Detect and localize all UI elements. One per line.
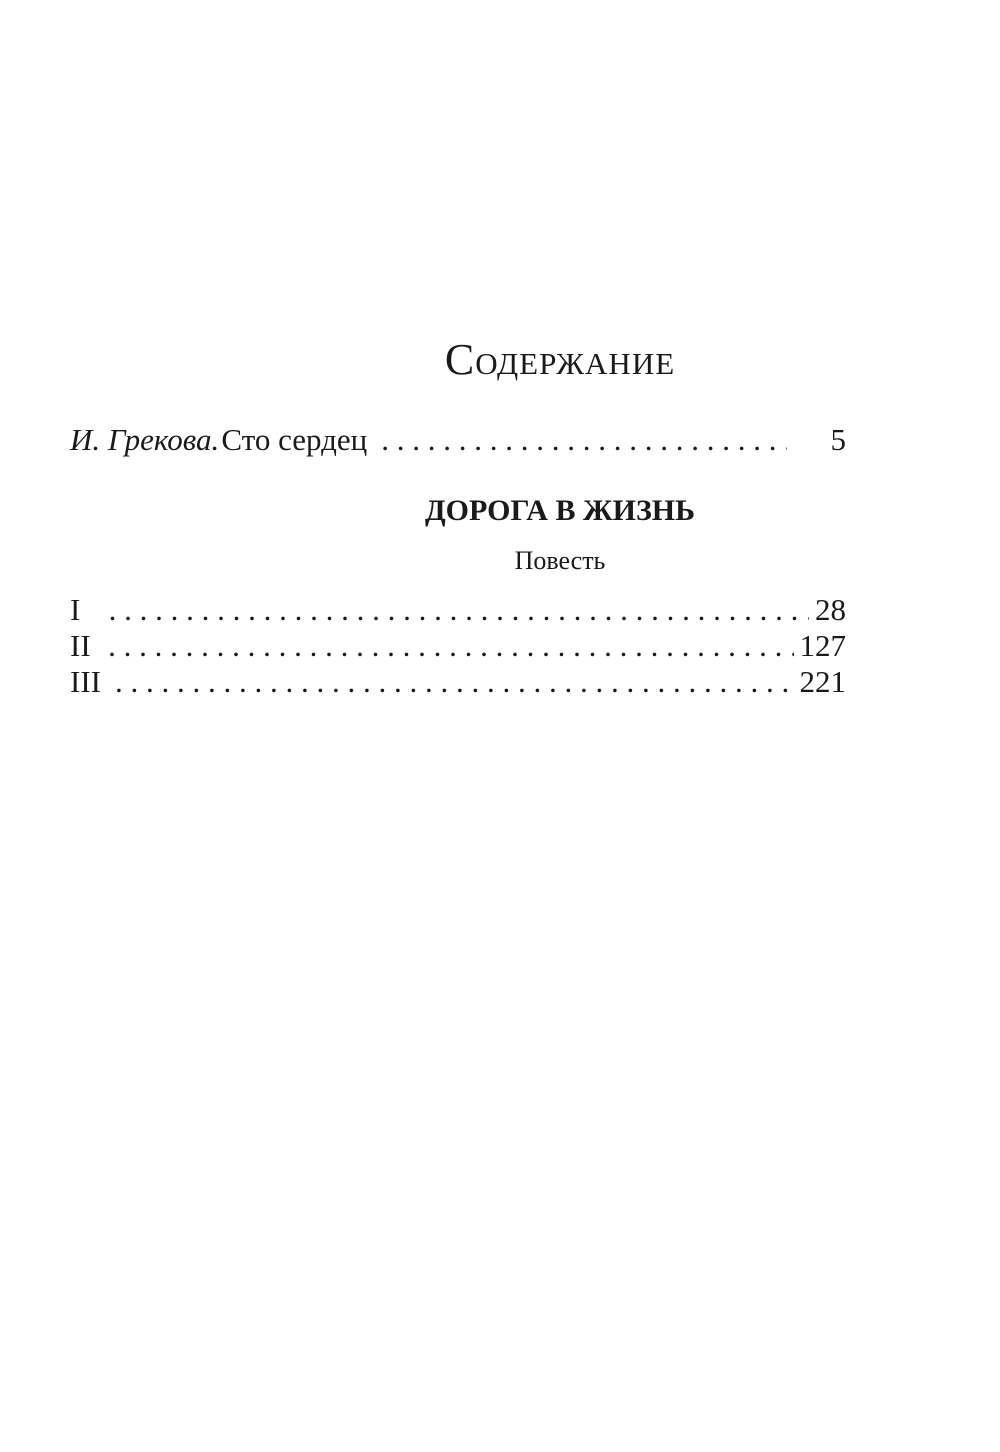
toc-entry-chapter — [70, 666, 846, 697]
chapter-label: I — [70, 592, 81, 627]
chapter-page: 127 — [799, 628, 846, 663]
chapter-label: II — [70, 628, 91, 663]
section-subheading: Повесть — [514, 546, 606, 575]
toc-entry-title: Сто сердец — [221, 422, 368, 457]
leader-dots — [109, 594, 809, 625]
toc-entry-chapter — [70, 630, 846, 661]
leader-dots — [108, 630, 793, 661]
leader-dots — [115, 666, 794, 697]
section-heading: ДОРОГА В ЖИЗНЬ — [425, 494, 695, 527]
contents-heading: Содержание — [444, 335, 676, 384]
chapter-page: 221 — [799, 664, 846, 699]
leader-dots — [381, 424, 786, 455]
toc-entry-page: 5 — [830, 422, 846, 457]
toc-entry-intro — [70, 424, 846, 455]
toc-entry-author: И. Грекова. — [70, 422, 220, 457]
chapter-label: III — [70, 664, 101, 699]
toc-entry-chapter — [70, 594, 846, 625]
chapter-page: 28 — [815, 592, 846, 627]
